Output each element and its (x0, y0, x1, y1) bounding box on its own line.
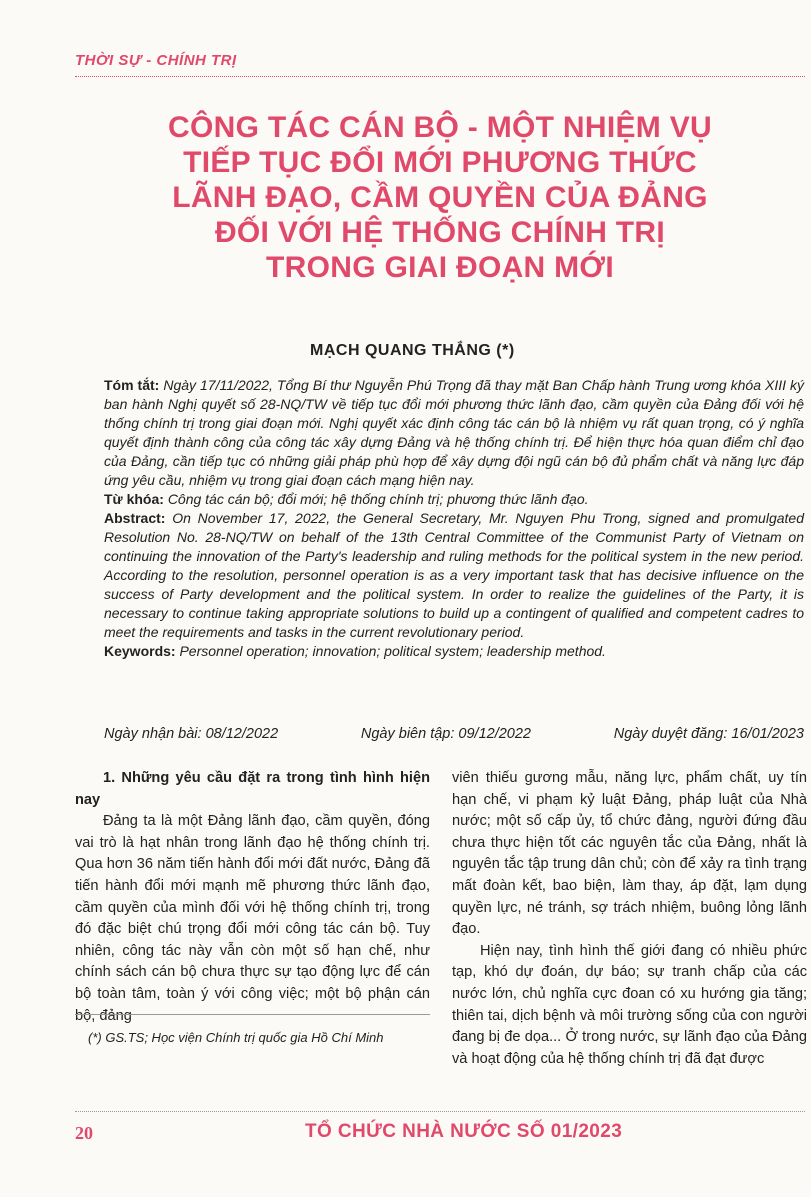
title-line: TIẾP TỤC ĐỔI MỚI PHƯƠNG THỨC (183, 146, 697, 179)
journal-name: TỔ CHỨC NHÀ NƯỚC SỐ 01/2023 (305, 1121, 623, 1142)
footnote: (*) GS.TS; Học viện Chính trị quốc gia Hồ Chí Minh (88, 1030, 384, 1045)
footer-divider (75, 1111, 805, 1112)
section-label: THỜI SỰ - CHÍNH TRỊ (75, 52, 237, 69)
body-paragraph: viên thiếu gương mẫu, năng lực, phẩm chất, uy tín hạn chế, vi phạm kỷ luật Đảng, pháp luật của Nhà nước; một số cấp ủy, tổ chức đảng, người đứng đầu chưa thực hiện tốt các nguyên tắc của Đảng, nhất là nguyên tắc tập trung dân chủ; còn để xảy ra tình trạng mất đoàn kết, bao biện, làm thay, áp đặt, lạm dụng quyền lực, né tránh, sợ trách nhiệm, buông lỏng lãnh đạo. (452, 770, 807, 938)
body-paragraph: Hiện nay, tình hình thế giới đang có nhiều phức tạp, khó dự đoán, dự báo; sự tranh chấp của các nước lớn, chủ nghĩa cực đoan có xu hướng gia tăng; thiên tai, dịch bệnh và môi trường sống của con người đang bị đe dọa... Ở trong nước, sự lãnh đạo của Đảng và hoạt động của hệ thống chính trị đã đạt được (452, 942, 807, 1067)
summary-text: Ngày 17/11/2022, Tổng Bí thư Nguyễn Phú Trọng đã thay mặt Ban Chấp hành Trung ương khóa XIII ký ban hành Nghị quyết số 28-NQ/TW về tiếp tục đổi mới phương thức lãnh đạo, cầm quyền của Đảng đối với hệ thống chính trị trong giai đoạn mới. Nghị quyết xác định công tác cán bộ là nhiệm vụ rất quan trọng, có ý nghĩa quyết định thành công của công tác xây dựng Đảng và hệ thống chính trị. Để hiện thực hóa quan điểm chỉ đạo của Đảng, cần tiếp tục có những giải pháp phù hợp để xây dựng đội ngũ cán bộ đủ phẩm chất và năng lực đáp ứng yêu cầu, nhiệm vụ trong giai đoạn cách mạng hiện nay. (104, 377, 804, 488)
section-heading: 1. Những yêu cầu đặt ra trong tình hình hiện nay (75, 770, 430, 808)
section-divider (75, 76, 805, 77)
summary-label: Tóm tắt: (104, 377, 160, 393)
column-left (75, 768, 430, 1027)
body-paragraph: Đảng ta là một Đảng lãnh đạo, cầm quyền, đóng vai trò là hạt nhân trong lãnh đạo hệ thống chính trị. Qua hơn 36 năm tiến hành đổi mới đất nước, Đảng đã tiến hành đổi mới mạnh mẽ phương thức lãnh đạo, cầm quyền của mình đối với hệ thống chính trị, trong đó đặc biệt chú trọng đổi mới công tác cán bộ. Tuy nhiên, công tác này vẫn còn một số hạn chế, như chính sách cán bộ chưa thực sự tạo động lực để cán bộ toàn tâm, toàn ý với công việc; một bộ phận cán bộ, đảng (75, 813, 430, 1024)
date-received: Ngày nhận bài: 08/12/2022 (104, 726, 279, 742)
column-right (452, 768, 807, 1070)
title-line: CÔNG TÁC CÁN BỘ - MỘT NHIỆM VỤ (168, 111, 712, 144)
keywords-vi: Công tác cán bộ; đổi mới; hệ thống chính trị; phương thức lãnh đạo. (167, 491, 589, 507)
abstract-label: Abstract: (104, 510, 166, 526)
title-line: TRONG GIAI ĐOẠN MỚI (266, 251, 614, 284)
article-dates (104, 726, 804, 742)
page-number: 20 (75, 1123, 93, 1143)
author: MẠCH QUANG THẮNG (*) (310, 342, 515, 359)
date-approved: Ngày duyệt đăng: 16/01/2023 (613, 726, 804, 742)
abstract-text: On November 17, 2022, the General Secretary, Mr. Nguyen Phu Trong, signed and promulgated Resolution No. 28-NQ/TW on behalf of the 13th Central Committee of the Communist Party of Vietnam on continuing the innovation of the Party's leadership and ruling methods for the political system in the new period. According to the resolution, personnel operation is as a very important task that has decisive influence on the success of Party development and the political system. In order to realize the guidelines of the Party, it is necessary to continue taking appropriate solutions to build up a contingent of qualified and competent cadres to meet the requirements and tasks in the current revolutionary period. (104, 510, 804, 640)
date-edited: Ngày biên tập: 09/12/2022 (360, 726, 531, 742)
title-line: ĐỐI VỚI HỆ THỐNG CHÍNH TRỊ (214, 216, 666, 249)
summary-block (104, 376, 804, 661)
title-line: LÃNH ĐẠO, CẦM QUYỀN CỦA ĐẢNG (172, 181, 708, 214)
keywords-en: Personnel operation; innovation; political system; leadership method. (179, 643, 606, 659)
keywords-vi-label: Từ khóa: (104, 491, 164, 507)
article-title (80, 110, 800, 285)
footnote-divider (75, 1014, 430, 1015)
keywords-en-label: Keywords: (104, 643, 176, 659)
